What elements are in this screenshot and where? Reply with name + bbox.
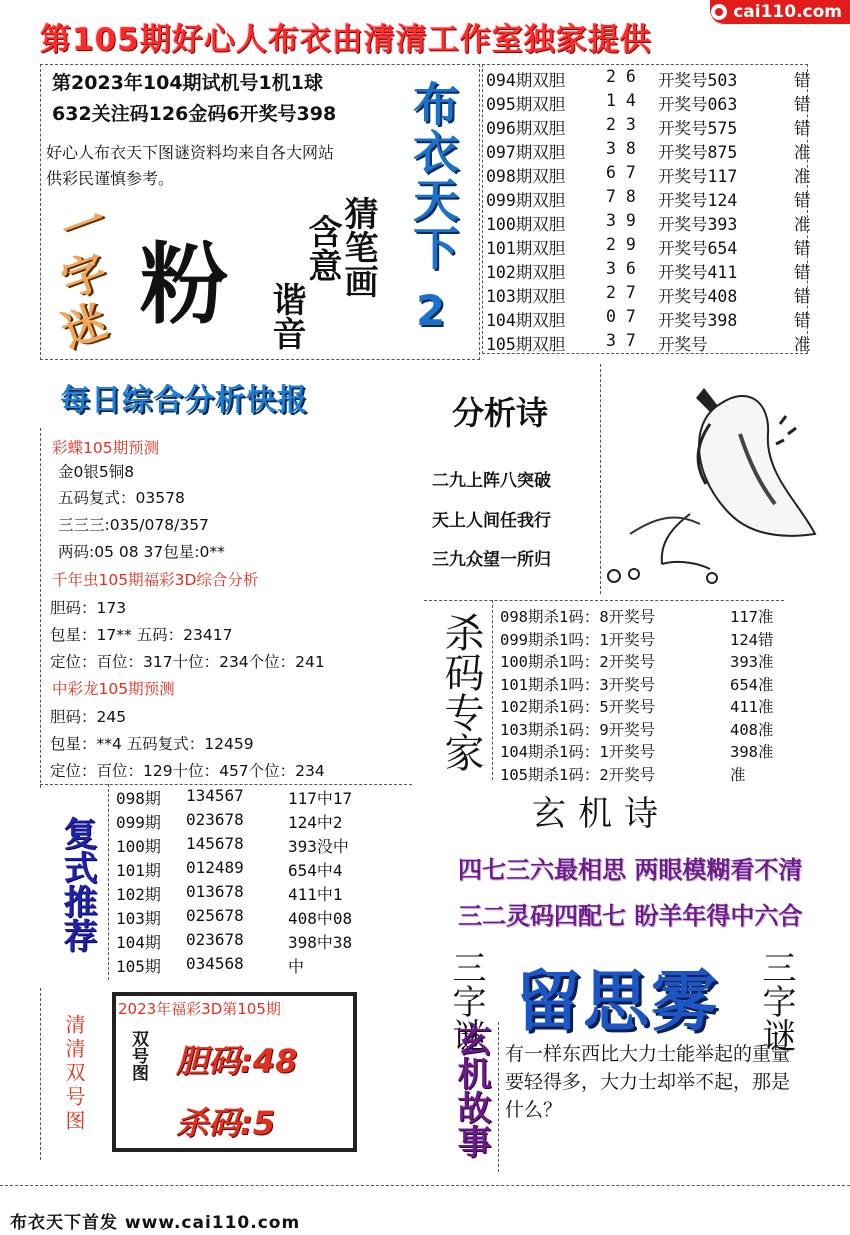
fushi-divider — [108, 784, 109, 980]
zhongcai-line: 胆码：245 — [50, 708, 127, 726]
shuangdan-row — [486, 307, 811, 331]
fushi-nums: 013678 — [186, 882, 244, 901]
shuangdan-row — [486, 211, 811, 235]
focus-code-line: 632关注码126金码6开奖号398 — [52, 103, 337, 125]
fushi-nums: 145678 — [186, 834, 244, 853]
shuangdan-status: 准 — [794, 143, 811, 162]
shuangdan-nums: 2 7 — [606, 283, 636, 302]
one-char-riddle-label: 一 字 迷 — [54, 195, 114, 359]
fushi-issue: 101期 — [116, 861, 161, 880]
fushi-result: 124中2 — [288, 813, 343, 832]
shuangdan-issue: 104期双胆 — [486, 311, 566, 330]
qianniu-title: 千年虫105期福彩3D综合分析 — [52, 571, 259, 589]
shuangdan-issue: 103期双胆 — [486, 287, 566, 306]
story-label: 玄机故事 — [451, 1022, 491, 1158]
page-title: 第105期好心人布衣由清清工作室独家提供 — [40, 22, 652, 58]
shuangdan-nums: 6 7 — [606, 163, 636, 182]
fushi-result: 中 — [288, 957, 305, 976]
shuangdan-issue: 096期双胆 — [486, 119, 566, 138]
caidie-line: 三三三:035/078/357 — [58, 516, 209, 534]
kill-row-text: 103期杀1码：9开奖号 — [500, 720, 656, 739]
xuanji-line-1: 四七三六最相思 两眼模糊看不清 — [458, 856, 803, 884]
shuangdan-nums: 2 9 — [606, 235, 636, 254]
kill-row — [500, 718, 774, 740]
shuangdan-issue: 095期双胆 — [486, 95, 566, 114]
qianniu-line: 定位：百位：317十位：234个位：241 — [50, 653, 325, 671]
sha-code: 杀码:5 — [176, 1104, 276, 1142]
disclaimer-line-2: 供彩民谨慎参考。 — [46, 169, 175, 188]
kill-row-value: 408准 — [730, 720, 774, 739]
fushi-top-border — [40, 784, 412, 785]
kill-row — [500, 695, 774, 717]
shuangdan-nums: 3 6 — [606, 259, 636, 278]
shuangdan-issue: 094期双胆 — [486, 71, 566, 90]
shuangdan-row — [486, 139, 811, 163]
kill-row-value: 准 — [730, 765, 746, 784]
poem-line: 二九上阵八突破 — [432, 471, 551, 491]
shuangdan-status: 错 — [794, 119, 811, 138]
kill-row-text: 099期杀1吗：1开奖号 — [500, 630, 656, 649]
shuangdan-issue: 097期双胆 — [486, 143, 566, 162]
shuangdan-row — [486, 115, 811, 139]
kill-row — [500, 673, 774, 695]
shuangdan-issue: 102期双胆 — [486, 263, 566, 282]
disclaimer-line: 好心人布衣天下图谜资料均来自各大网站 — [46, 143, 335, 162]
kill-row-value: 398准 — [730, 743, 774, 761]
shuangdan-status: 错 — [794, 239, 811, 258]
brand-number: 2 — [416, 286, 446, 335]
kill-row-value: 393准 — [730, 653, 774, 671]
shuangdan-nums: 3 9 — [606, 211, 636, 230]
shuangdan-row — [486, 259, 811, 283]
shuangdan-issue: 100期双胆 — [486, 215, 566, 234]
caidie-title: 彩蝶105期预测 — [52, 439, 160, 457]
shuangdan-status: 准 — [794, 167, 811, 186]
shuangdan-result: 开奖号408 — [658, 287, 738, 306]
fushi-result: 398中38 — [288, 933, 353, 952]
xuanji-line-2: 三二灵码四配七 盼羊年得中六合 — [458, 902, 803, 930]
shuangdan-status: 错 — [794, 71, 811, 90]
shuangdan-status: 错 — [794, 191, 811, 210]
poem-title: 分析诗 — [452, 394, 549, 432]
shuangdan-issue: 098期双胆 — [486, 167, 566, 186]
shuangdan-result: 开奖号398 — [658, 311, 738, 330]
shuangdan-row — [486, 331, 811, 355]
shuangdan-row — [486, 187, 811, 211]
shuangdan-result: 开奖号393 — [658, 215, 738, 234]
shuangdan-result: 开奖号411 — [658, 263, 738, 282]
zhongcai-line: 定位：百位：129十位：457个位：234 — [50, 762, 325, 780]
shuangdan-result: 开奖号117 — [658, 167, 738, 186]
fushi-issue: 104期 — [116, 933, 161, 952]
kill-top-border — [424, 600, 784, 601]
logo-icon — [711, 4, 727, 20]
xuanji-title: 玄机诗 — [532, 794, 670, 834]
kill-row-text: 105期杀1码：2开奖号 — [500, 765, 656, 784]
fushi-issue: 099期 — [116, 813, 161, 832]
caidie-line: 两码:05 08 37包星:0** — [58, 543, 225, 561]
shuangdan-nums: 2 3 — [606, 115, 636, 134]
kill-row — [500, 740, 774, 762]
test-number-line: 第2023年104期试机号1机1球 — [52, 72, 323, 94]
poem-line: 三九众望一所归 — [432, 550, 551, 570]
logo-text: cai110.com — [733, 2, 842, 22]
fushi-nums: 034568 — [186, 954, 244, 973]
zhongcai-title: 中彩龙105期预测 — [52, 680, 175, 698]
kill-row-text: 100期杀1吗：2开奖号 — [500, 653, 656, 671]
shuangdan-row — [486, 91, 811, 115]
shuangdan-nums: 2 6 — [606, 67, 636, 86]
shuangdan-result: 开奖号654 — [658, 239, 738, 258]
kill-row — [500, 650, 774, 672]
shuangdan-status: 错 — [794, 311, 811, 330]
shuangdan-issue: 105期双胆 — [486, 335, 566, 354]
fushi-result: 393没中 — [288, 837, 349, 856]
kill-row — [500, 605, 774, 627]
fushi-result: 117中17 — [288, 789, 353, 808]
sanzimi-label-right: 三字谜 — [756, 950, 796, 1052]
kill-row-value: 411准 — [730, 698, 774, 716]
shuangdan-result: 开奖号503 — [658, 71, 738, 90]
footer-divider — [0, 1185, 850, 1186]
shuangdan-result: 开奖号575 — [658, 119, 738, 138]
hint-col-1: 猜笔画 — [338, 196, 378, 298]
shuangdan-status: 错 — [794, 263, 811, 282]
kill-row-text: 101期杀1吗：3开奖号 — [500, 675, 656, 694]
shuangdan-result: 开奖号063 — [658, 95, 738, 114]
kill-row-text: 102期杀1码：5开奖号 — [500, 698, 656, 716]
shuangdan-status: 错 — [794, 95, 811, 114]
shuangdan-issue: 101期双胆 — [486, 239, 566, 258]
zhongcai-line: 包星：**4 五码复式：12459 — [50, 735, 254, 753]
footer-text[interactable]: 布衣天下首发 www.cai110.com — [10, 1213, 301, 1233]
shuangdan-row — [486, 67, 811, 91]
daily-report-title: 每日综合分析快报 — [60, 383, 308, 418]
kill-row-text: 098期杀1码：8开奖号 — [500, 608, 656, 626]
hint-col-2: 含意 — [302, 214, 342, 282]
shuangdan-nums: 7 8 — [606, 187, 636, 206]
poem-line: 天上人间任我行 — [432, 511, 551, 531]
brand-vertical: 布衣天下 — [406, 80, 460, 272]
shuangdan-nums: 1 4 — [606, 91, 636, 110]
sanzimi-answer: 留思雾 — [515, 963, 719, 1040]
kill-row-value: 654准 — [730, 675, 774, 694]
fushi-issue: 102期 — [116, 885, 161, 904]
card-vertical-label: 双号图 — [128, 1030, 148, 1081]
fushi-nums: 134567 — [186, 786, 244, 805]
fushi-nums: 025678 — [186, 906, 244, 925]
kill-row — [500, 763, 746, 785]
kill-code-label: 杀码专家 — [438, 612, 484, 772]
kill-row-value: 124错 — [730, 630, 774, 649]
shuangdan-nums: 3 7 — [606, 331, 636, 350]
shuangdan-status: 准 — [794, 335, 811, 354]
fushi-issue: 100期 — [116, 837, 161, 856]
fushi-result: 408中08 — [288, 909, 353, 928]
site-logo[interactable] — [710, 0, 850, 24]
bird-illustration — [600, 364, 848, 594]
shuanghao-label: 清清双号图 — [62, 1014, 86, 1134]
fushi-nums: 023678 — [186, 810, 244, 829]
sanzimi-label-left: 三字谜 — [446, 950, 486, 1052]
shuangdan-row — [486, 283, 811, 307]
caidie-line: 五码复式：03578 — [58, 489, 185, 507]
fushi-nums: 023678 — [186, 930, 244, 949]
shuangdan-row — [486, 235, 811, 259]
shuangdan-issue: 099期双胆 — [486, 191, 566, 210]
shuangdan-result: 开奖号 — [658, 335, 708, 354]
fushi-issue: 103期 — [116, 909, 161, 928]
left-border — [40, 428, 41, 788]
shuangdan-row — [486, 163, 811, 187]
kill-row-value: 117准 — [730, 608, 774, 626]
story-divider — [498, 1022, 499, 1172]
shuangdan-result: 开奖号875 — [658, 143, 738, 162]
shuangdan-nums: 3 8 — [606, 139, 636, 158]
qianniu-line: 包星：17** 五码：23417 — [50, 626, 233, 644]
riddle-hint — [262, 196, 378, 356]
shuangdan-status: 错 — [794, 287, 811, 306]
fushi-label: 复式推荐 — [57, 816, 97, 952]
dan-code: 胆码:48 — [176, 1042, 298, 1080]
caidie-line: 金0银5铜8 — [58, 463, 135, 481]
kill-row — [500, 628, 774, 650]
shuangdan-nums: 0 7 — [606, 307, 636, 326]
story-text: 有一样东西比大力士能举起的重量要轻得多，大力士却举不起，那是什么？ — [505, 1043, 791, 1121]
shuangdan-result: 开奖号124 — [658, 191, 738, 210]
hint-col-3: 谐音 — [266, 282, 306, 350]
card-title: 2023年福彩3D第105期 — [118, 1000, 281, 1018]
fushi-issue: 098期 — [116, 789, 161, 808]
qianniu-line: 胆码：173 — [50, 599, 127, 617]
kill-row-text: 104期杀1码：1开奖号 — [500, 743, 656, 761]
fushi-result: 654中4 — [288, 861, 343, 880]
fushi-result: 411中1 — [288, 885, 343, 904]
riddle-character: 粉 — [140, 232, 229, 336]
shuanghao-border — [40, 988, 41, 1160]
kill-divider — [492, 600, 493, 780]
shuangdan-status: 准 — [794, 215, 811, 234]
fushi-issue: 105期 — [116, 957, 161, 976]
fushi-nums: 012489 — [186, 858, 244, 877]
